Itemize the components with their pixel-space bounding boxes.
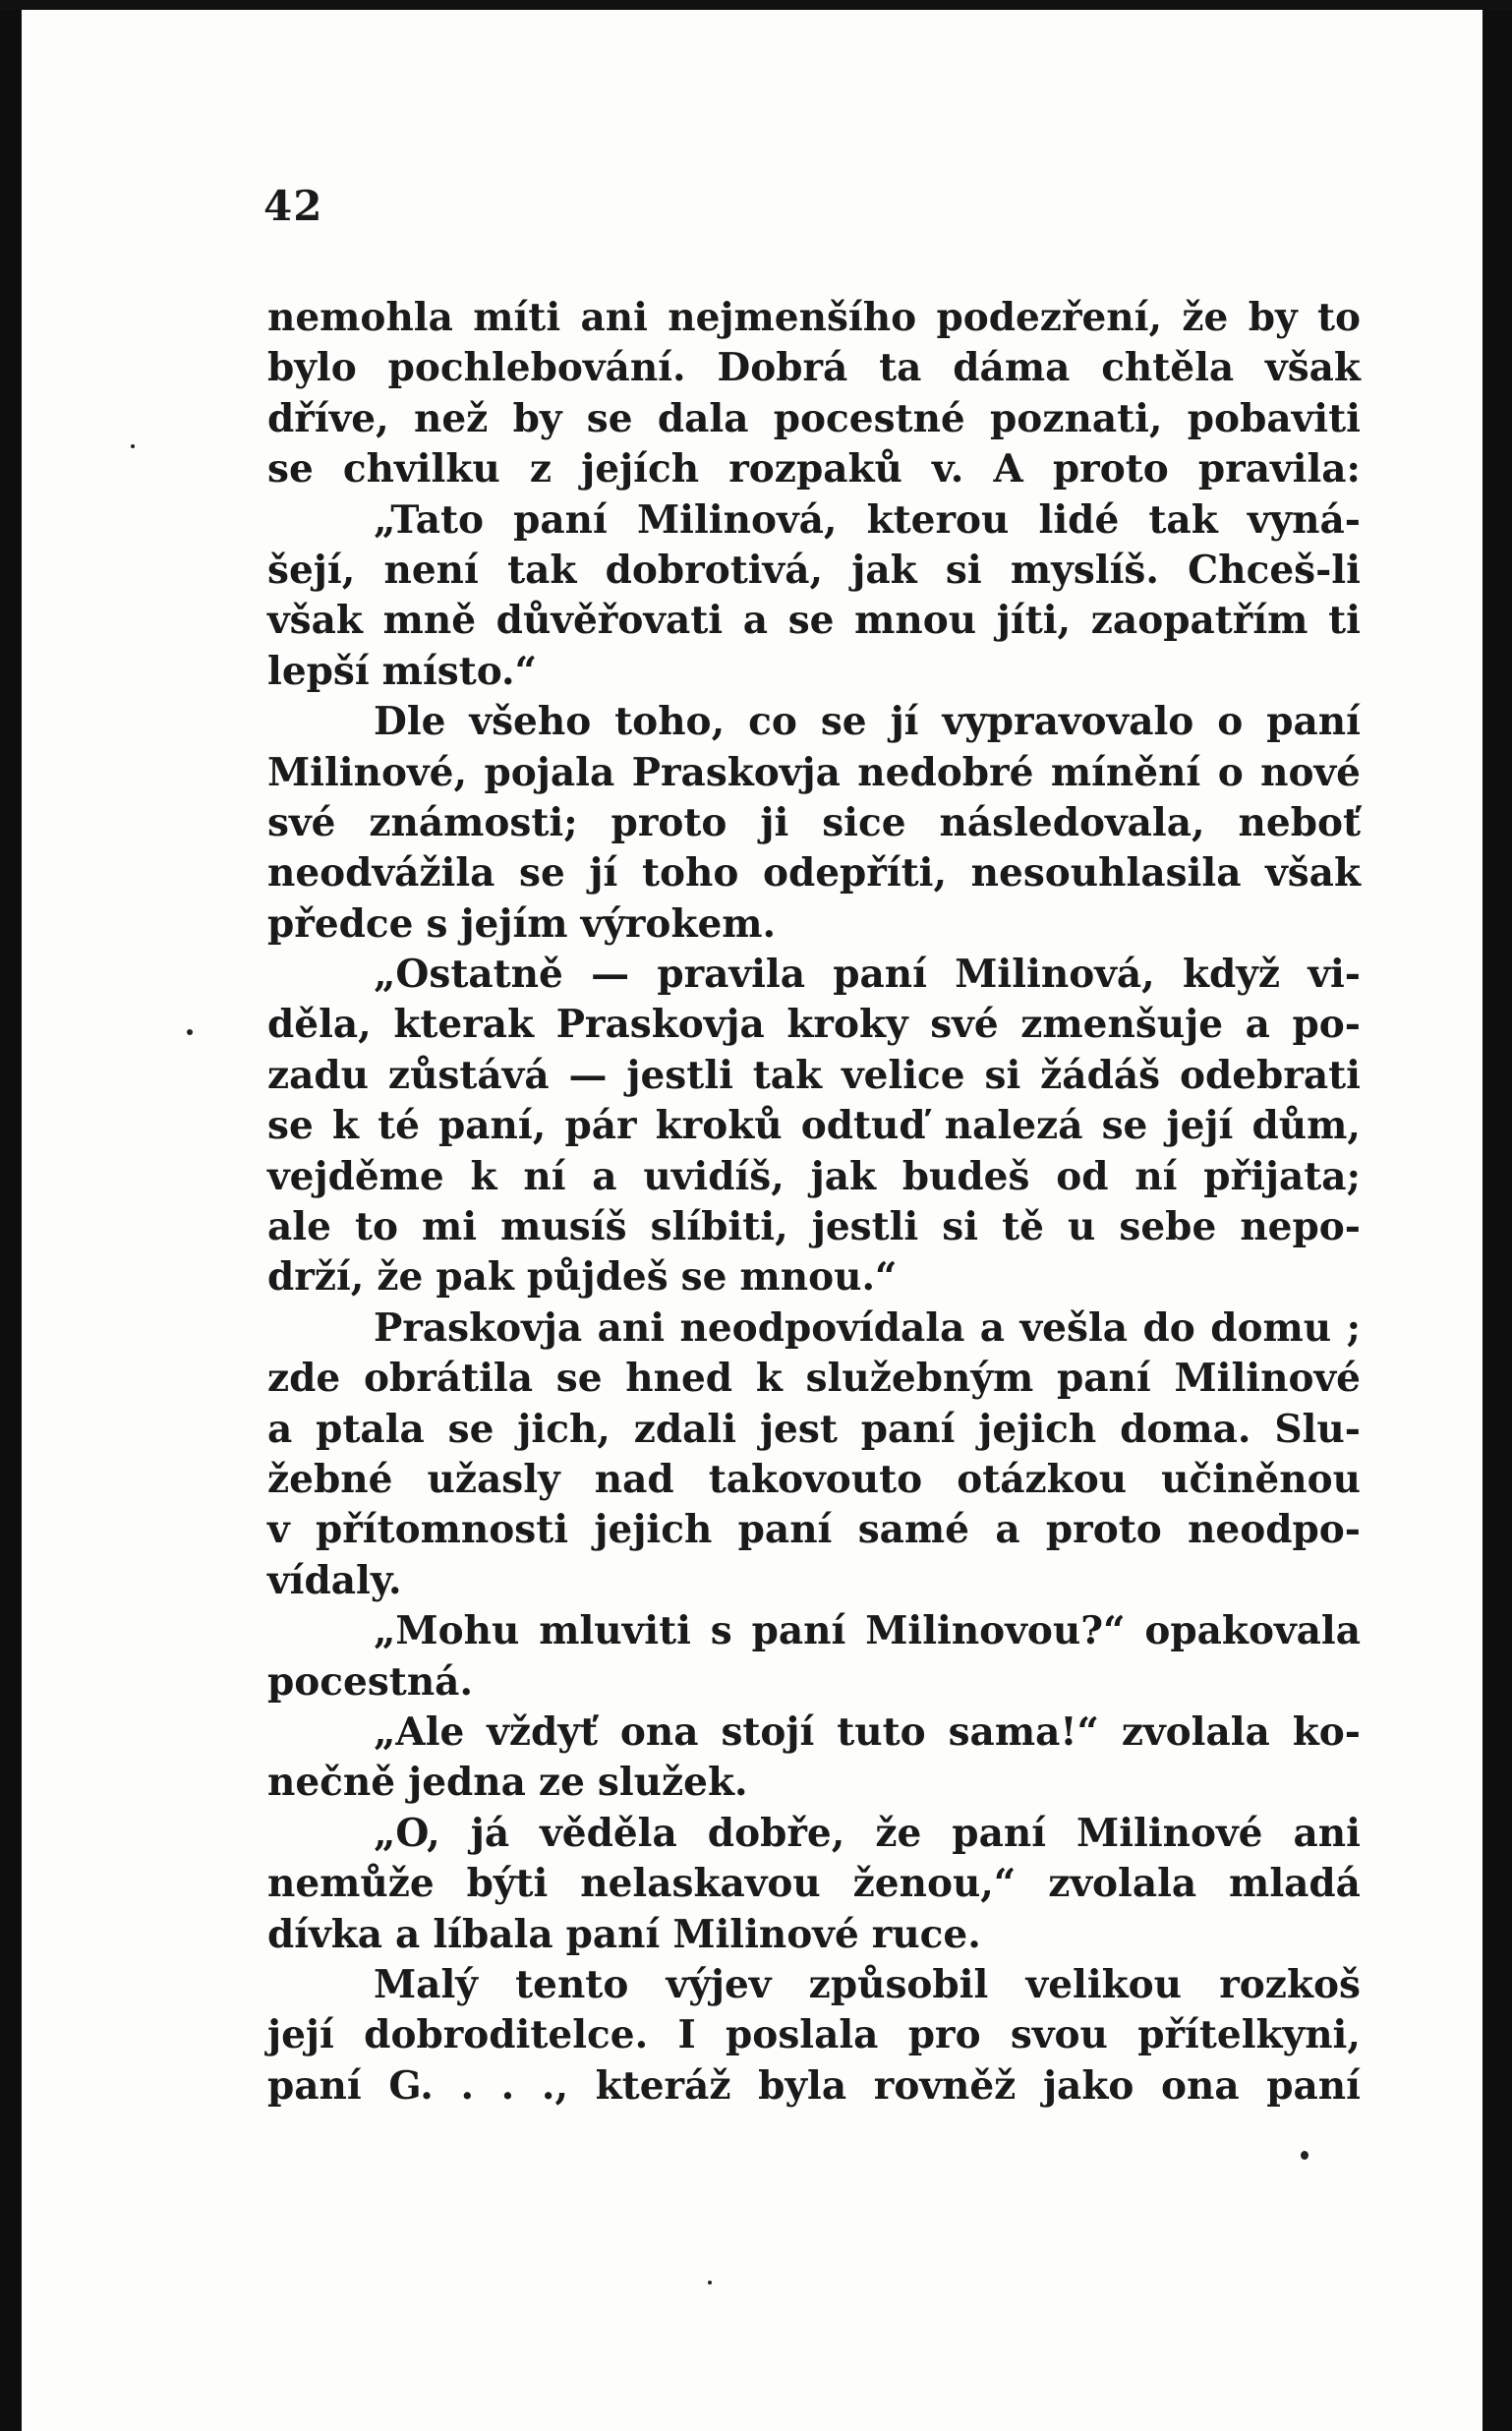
text-line: se k té paní, pár kroků odtuď nalezá se její dům,: [267, 1103, 1361, 1149]
page-number: 42: [263, 182, 323, 230]
text-line: dříve, než by se dala pocestné poznati, pobaviti: [267, 395, 1361, 441]
text-line: nemůže býti nelaskavou ženou,“ zvolala mladá: [267, 1861, 1361, 1907]
text-line: Milinové, pojala Praskovja nedobré mínění o nové: [267, 749, 1361, 795]
text-line: lepší místo.“: [267, 648, 538, 694]
text-line: bylo pochlebování. Dobrá ta dáma chtěla však: [267, 345, 1361, 391]
text-line: své známosti; proto ji sice následovala, neboť: [267, 799, 1361, 845]
body-text: [267, 293, 1361, 2112]
text-line: „O, já věděla dobře, že paní Milinové ani: [374, 1810, 1361, 1856]
text-line: „Ale vždyť ona stojí tuto sama!“ zvolala ko-: [374, 1708, 1361, 1755]
text-line: v přítomnosti jejich paní samé a proto neodpo-: [267, 1507, 1361, 1553]
text-line: paní G. . . ., kteráž byla rovněž jako ona paní: [267, 2062, 1361, 2109]
text-line: drží, že pak půjdeš se mnou.“: [267, 1254, 898, 1301]
text-line: „Ostatně — pravila paní Milinová, když vi-: [374, 952, 1361, 998]
text-line: neodvážila se jí toho odepříti, nesouhlasila však: [267, 850, 1361, 897]
text-line: „Tato paní Milinová, kterou lidé tak vyná-: [374, 496, 1361, 543]
scan-border-top: [0, 0, 1512, 10]
speck: [131, 444, 135, 448]
text-line: nemohla míti ani nejmenšího podezření, že by to: [267, 295, 1361, 340]
text-line: Malý tento výjev způsobil velikou rozkoš: [374, 1961, 1361, 2007]
text-line: Dle všeho toho, co se jí vypravovalo o paní: [374, 699, 1361, 745]
text-line: zde obrátila se hned k služebným paní Milinové: [267, 1356, 1361, 1402]
text-line: dívka a líbala paní Milinové ruce.: [267, 1911, 981, 1957]
speck: [708, 2281, 712, 2285]
text-line: se chvilku z jejích rozpaků v. A proto pravila:: [267, 446, 1361, 492]
text-line: vejděme k ní a uvidíš, jak budeš od ní přijata;: [267, 1153, 1361, 1199]
text-line: ale to mi musíš slíbiti, jestli si tě u sebe nepo-: [267, 1204, 1361, 1250]
scan-border-right: [1483, 0, 1512, 2431]
text-line: její dobroditelce. I poslala pro svou přítelkyni,: [267, 2012, 1361, 2058]
scan-border-left: [0, 0, 22, 2431]
speck: [187, 1029, 193, 1035]
text-line: předce s jejím výrokem.: [267, 900, 777, 947]
text-line: pocestná.: [267, 1658, 474, 1705]
text-line: žebné užasly nad takovouto otázkou učiněnou: [267, 1456, 1361, 1502]
text-line: zadu zůstává — jestli tak velice si žádáš odebrati: [267, 1052, 1361, 1098]
text-line: však mně důvěřovati a se mnou jíti, zaopatřím ti: [267, 598, 1361, 644]
text-line: šejí, není tak dobrotivá, jak si myslíš. Chceš-li: [267, 547, 1361, 593]
text-line: Praskovja ani neodpovídala a vešla do domu ;: [374, 1304, 1361, 1351]
text-line: vídaly.: [267, 1557, 402, 1603]
text-line: a ptala se jich, zdali jest paní jejich doma. Slu-: [267, 1406, 1361, 1452]
speck: [1301, 2151, 1308, 2160]
text-line: nečně jedna ze služek.: [267, 1760, 748, 1806]
text-line: děla, kterak Praskovja kroky své zmenšuje a po-: [267, 1002, 1361, 1048]
text-line: „Mohu mluviti s paní Milinovou?“ opakovala: [374, 1608, 1361, 1654]
